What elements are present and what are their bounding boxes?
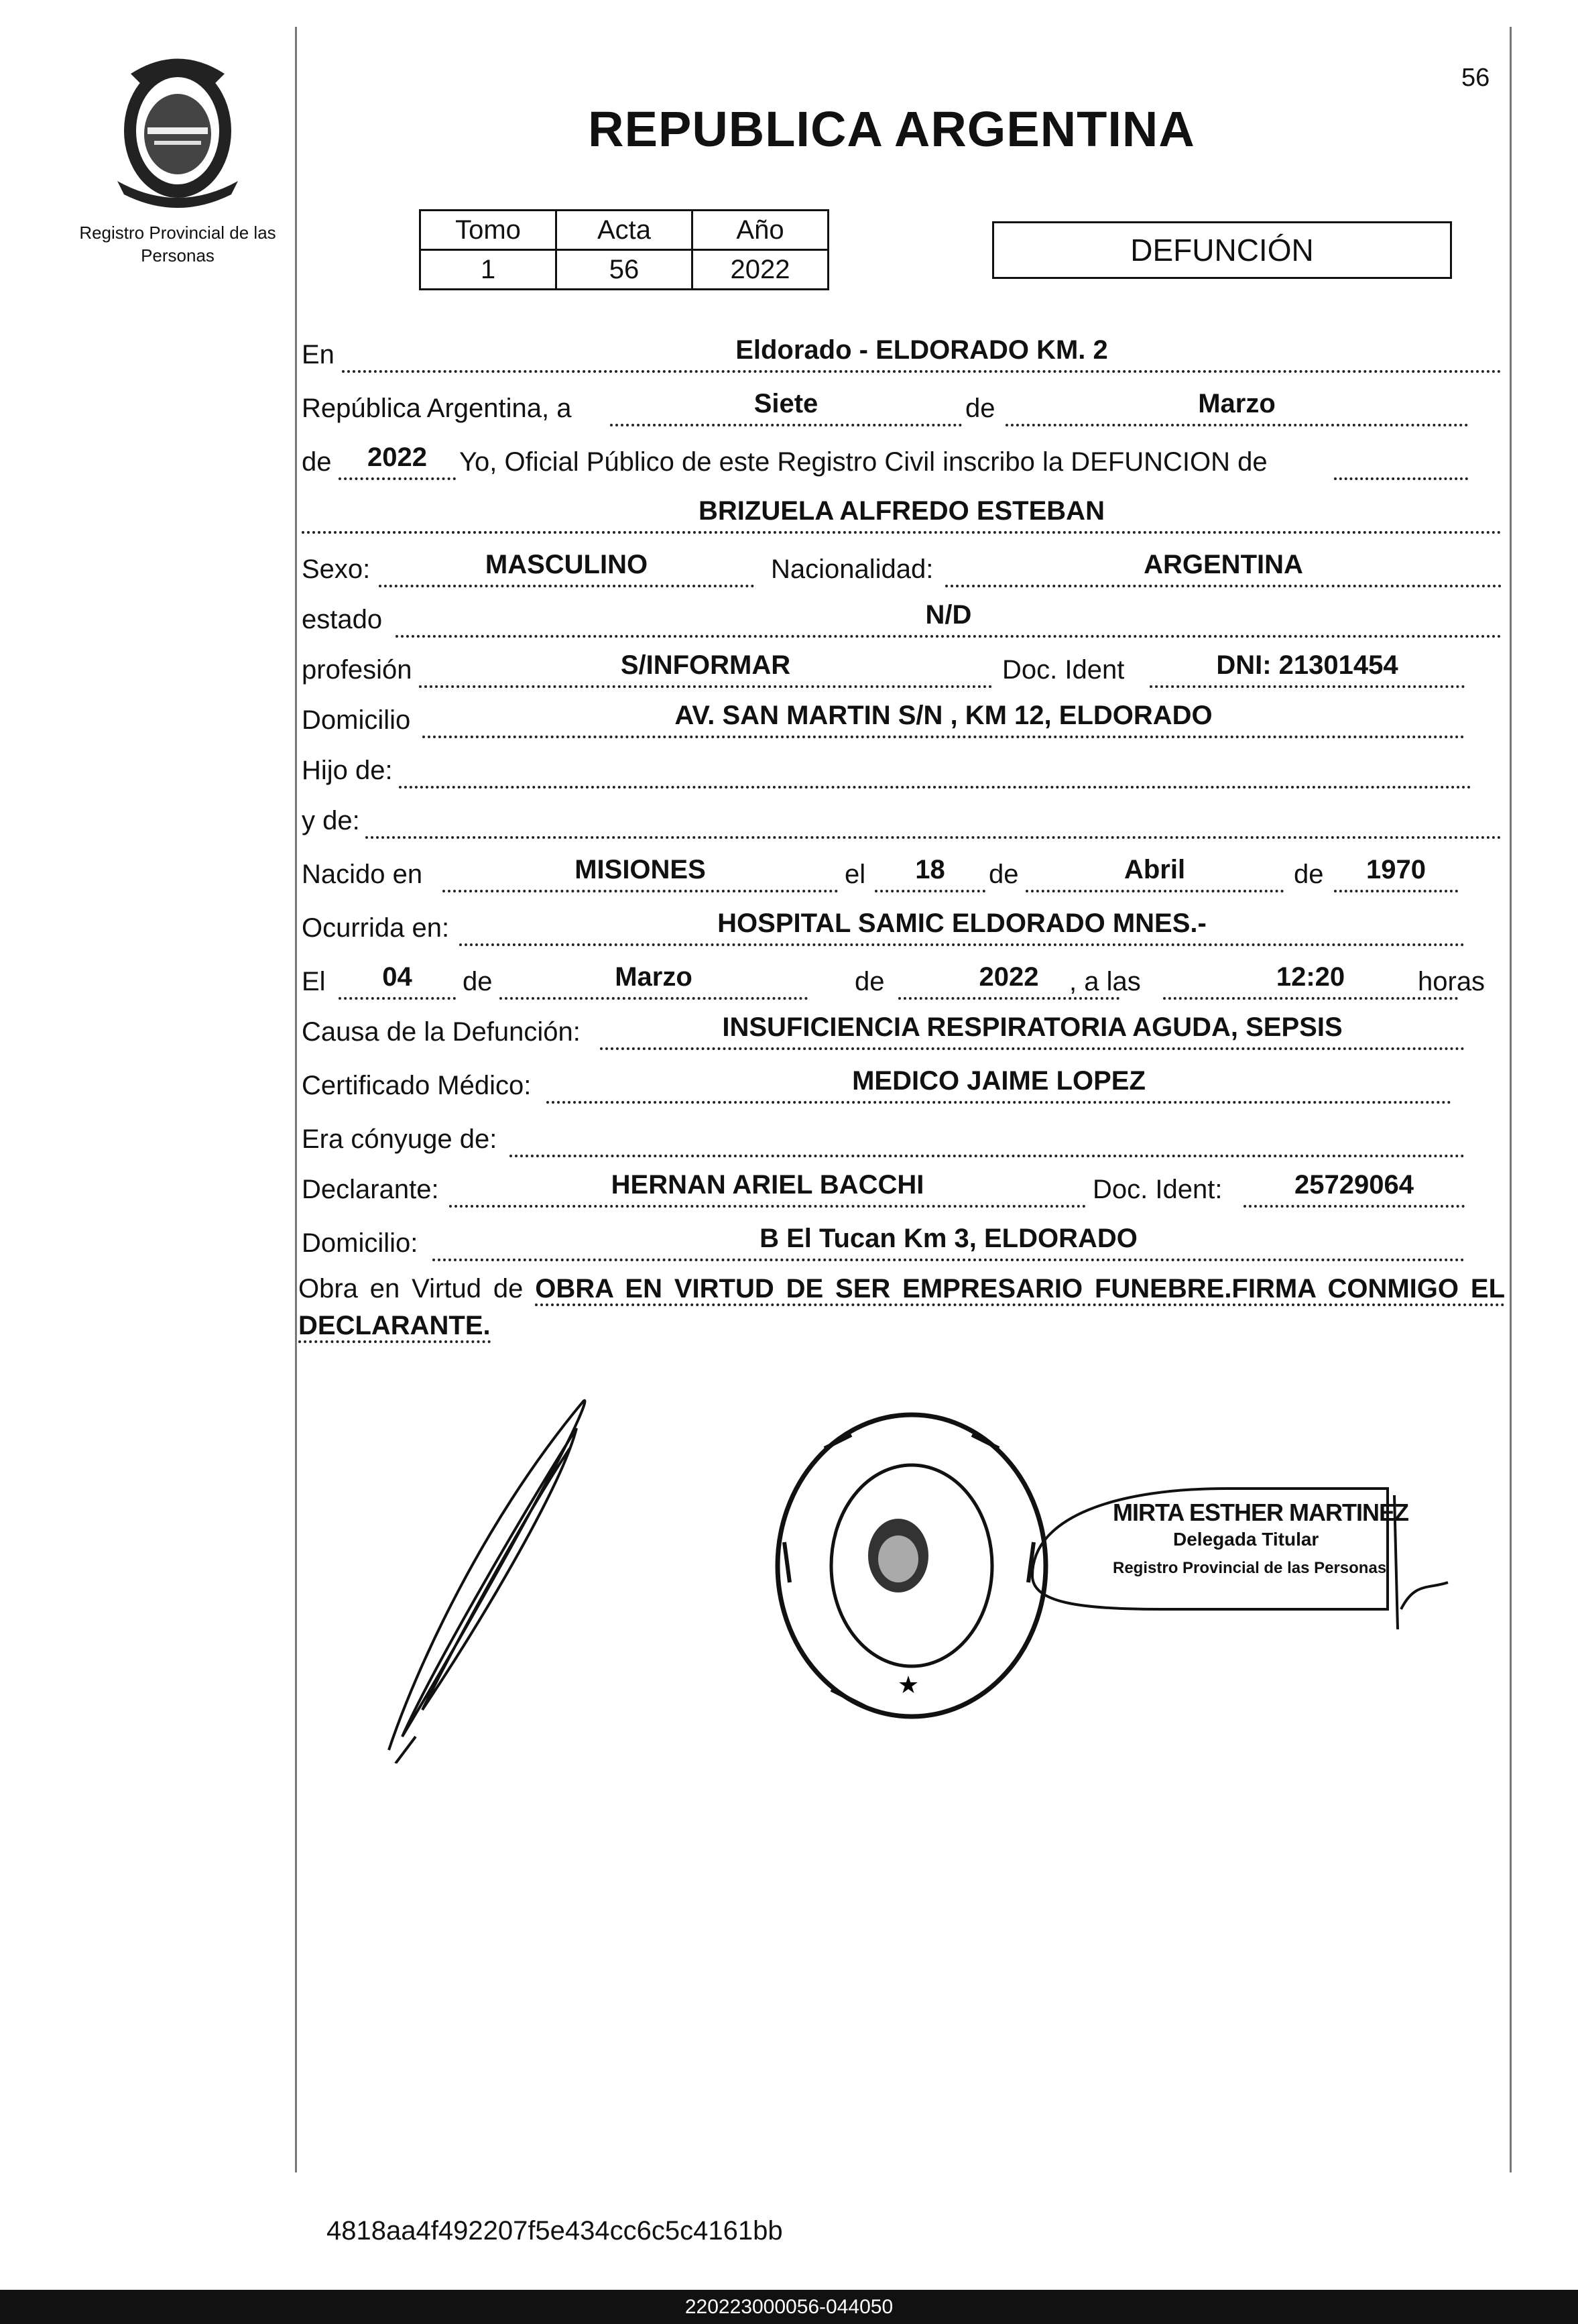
row-nacido (298, 855, 1505, 895)
row-date (298, 389, 1505, 429)
field-death-month: Marzo (499, 960, 808, 1000)
label-yo: Yo, Oficial Público de este Registro Civil inscribo la DEFUNCION de (459, 447, 1268, 477)
field-son-of (399, 748, 1471, 789)
field-profession: S/INFORMAR (419, 648, 992, 688)
label-nacido-en: Nacido en (302, 860, 423, 889)
field-death-time: 12:20 (1163, 960, 1458, 1000)
row-hijo (298, 751, 1505, 791)
acta-header: Acta (556, 211, 692, 250)
label-de: de (965, 394, 995, 423)
label-de-death-year: de (855, 967, 885, 996)
field-birth-year: 1970 (1334, 852, 1458, 892)
label-profesion: profesión (302, 655, 412, 685)
field-day-word: Siete (610, 386, 962, 426)
row-ocurrida (298, 909, 1505, 949)
official-title: Delegada Titular (1173, 1529, 1319, 1550)
label-el-cap: El (302, 967, 326, 996)
label-doc-ident2: Doc. Ident: (1093, 1175, 1223, 1204)
row-declarante (298, 1170, 1505, 1210)
row-profesion (298, 650, 1505, 691)
provincial-crest-logo (97, 47, 258, 208)
label-hijo-de: Hijo de: (302, 756, 393, 785)
left-margin-line (295, 27, 297, 2172)
row-domicilio (298, 701, 1505, 741)
declarant-signature (375, 1388, 603, 1763)
label-causa: Causa de la Defunción: (302, 1017, 581, 1047)
page-number: 56 (1461, 64, 1490, 92)
official-name: MIRTA ESTHER MARTINEZ (1113, 1499, 1408, 1526)
label-de-birth: de (989, 860, 1019, 889)
institution-label: Registro Provincial de las Personas (79, 223, 276, 266)
page-title: REPUBLICA ARGENTINA (588, 101, 1195, 157)
row-year (298, 443, 1505, 483)
field-document: DNI: 21301454 (1150, 648, 1465, 688)
field-deceased-name: BRIZUELA ALFREDO ESTEBAN (302, 493, 1502, 534)
label-declarante: Declarante: (302, 1175, 439, 1204)
official-stamp (1026, 1475, 1455, 1649)
field-declarant-address: B El Tucan Km 3, ELDORADO (432, 1221, 1465, 1261)
label-y-de: y de: (302, 806, 360, 835)
field-death-day: 04 (339, 960, 456, 1000)
field-place: Eldorado - ELDORADO KM. 2 (342, 333, 1502, 373)
field-declarant-doc: 25729064 (1243, 1167, 1465, 1208)
field-yo-blank (1334, 440, 1468, 480)
acta-value: 56 (556, 250, 692, 290)
anio-header: Año (692, 211, 829, 250)
label-de-death: de (463, 967, 493, 996)
field-cause: INSUFICIENCIA RESPIRATORIA AGUDA, SEPSIS (600, 1010, 1465, 1050)
registry-seal-stamp (771, 1408, 1052, 1723)
row-name (298, 496, 1505, 536)
document-hash: 4818aa4f492207f5e434cc6c5c4161bb (326, 2216, 783, 2246)
field-year: 2022 (339, 440, 456, 480)
label-el: el (845, 860, 866, 889)
label-nacionalidad: Nacionalidad: (771, 555, 934, 584)
field-civil-status: N/D (396, 597, 1502, 638)
anio-value: 2022 (692, 250, 829, 290)
field-spouse (509, 1117, 1465, 1157)
row-causa (298, 1012, 1505, 1053)
field-death-year: 2022 (898, 960, 1119, 1000)
field-sex: MASCULINO (379, 547, 754, 587)
row-estado (298, 600, 1505, 640)
label-en: En (302, 340, 335, 369)
field-and-of (365, 799, 1502, 839)
field-address: AV. SAN MARTIN S/N , KM 12, ELDORADO (422, 698, 1465, 738)
label-ocurrida-en: Ocurrida en: (302, 913, 450, 943)
label-domicilio2: Domicilio: (302, 1228, 418, 1258)
field-nationality: ARGENTINA (945, 547, 1502, 587)
field-birth-place: MISIONES (442, 852, 838, 892)
row-y-de (298, 801, 1505, 841)
row-domicilio2 (298, 1224, 1505, 1264)
row-certificado (298, 1066, 1505, 1106)
label-certificado: Certificado Médico: (302, 1071, 532, 1100)
field-occurred-in: HOSPITAL SAMIC ELDORADO MNES.- (459, 906, 1465, 946)
official-org: Registro Provincial de las Personas (1113, 1559, 1387, 1577)
field-doctor: MEDICO JAIME LOPEZ (546, 1063, 1451, 1104)
label-a-las: , a las (1069, 967, 1141, 996)
row-sex (298, 550, 1505, 590)
label-domicilio: Domicilio (302, 705, 411, 735)
label-de-birth-year: de (1294, 860, 1324, 889)
label-de-year: de (302, 447, 332, 477)
svg-text:★: ★ (897, 1672, 920, 1699)
field-birth-day: 18 (875, 852, 985, 892)
basis-paragraph (298, 1271, 1505, 1344)
label-conyuge: Era cónyuge de: (302, 1124, 497, 1154)
row-conyuge (298, 1120, 1505, 1160)
row-place (298, 335, 1505, 375)
label-obra: Obra en Virtud de (298, 1274, 524, 1303)
record-table (419, 209, 829, 290)
footer-code-bar: 220223000056-044050 (0, 2290, 1578, 2324)
field-declarant: HERNAN ARIEL BACCHI (449, 1167, 1086, 1208)
field-birth-month: Abril (1026, 852, 1284, 892)
tomo-header: Tomo (420, 211, 556, 250)
right-margin-line (1510, 27, 1512, 2172)
label-republica: República Argentina, a (302, 394, 572, 423)
label-horas: horas (1418, 967, 1485, 996)
tomo-value: 1 (420, 250, 556, 290)
row-death-date (298, 962, 1505, 1002)
label-estado: estado (302, 605, 383, 634)
record-type-box: DEFUNCIÓN (992, 221, 1452, 279)
field-basis: OBRA EN VIRTUD DE SER EMPRESARIO FUNEBRE.FIRMA CONMIGO EL DECLARANTE. (298, 1274, 1505, 1343)
field-month: Marzo (1006, 386, 1468, 426)
label-sexo: Sexo: (302, 555, 371, 584)
label-doc-ident: Doc. Ident (1002, 655, 1125, 685)
